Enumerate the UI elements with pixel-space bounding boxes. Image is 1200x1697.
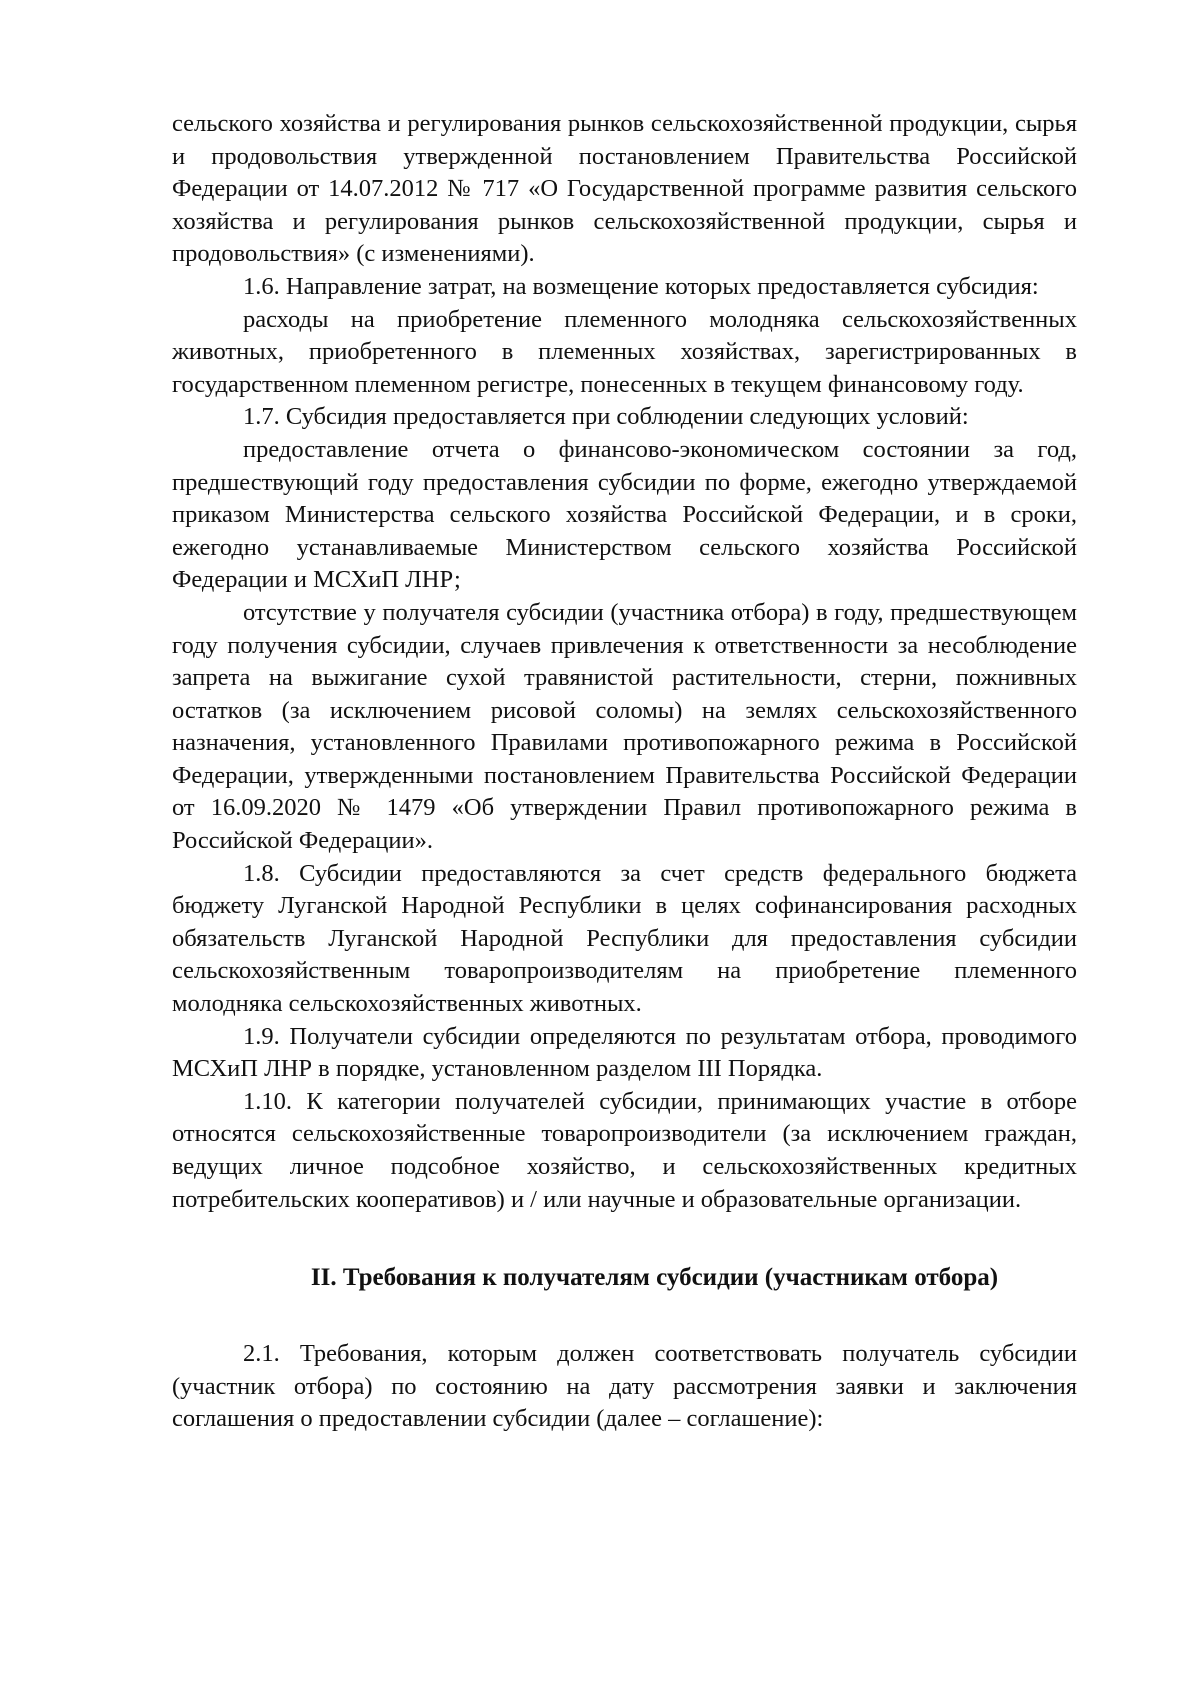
paragraph-1-7-absence: отсутствие у получателя субсидии (участника отбора) в году, предшествующем году получения субсидии, случаев привлечения к ответственности за несоблюдение запрета на выжигание сухой травянистой растительности, стерни, пожнивных остатков (за исключением рисовой соломы) на землях сельскохозяйственного назначения, установленного Правилами противопожарного режима в Российской Федерации, утвержденными постановлением Правительства Российской Федерации от 16.09.2020 № 1479 «Об утверждении Правил противопожарного режима в Российской Федерации». bbox=[172, 598, 1077, 855]
document-page bbox=[172, 108, 1077, 1436]
paragraph-1-7-report: предоставление отчета о финансово-экономическом состоянии за год, предшествующий году предоставления субсидии по форме, ежегодно утверждаемой приказом Министерства сельского хозяйства Российской Федерации, и в сроки, ежегодно устанавливаемые Министерством сельского хозяйства Российской Федерации и МСХиП ЛНР; bbox=[172, 435, 1077, 594]
paragraph-continuation: сельского хозяйства и регулирования рынков сельскохозяйственной продукции, сырья и продовольствия утвержденной постановлением Правительства Российской Федерации от 14.07.2012 № 717 «О Государственной программе развития сельского хозяйства и регулирования рынков сельскохозяйственной продукции, сырья и продовольствия» (с изменениями). bbox=[172, 110, 1077, 268]
paragraph-1-9: 1.9. Получатели субсидии определяются по результатам отбора, проводимого МСХиП ЛНР в порядке, установленном разделом III Порядка. bbox=[172, 1022, 1077, 1083]
paragraph-1-10: 1.10. К категории получателей субсидии, принимающих участие в отборе относятся сельскохозяйственные товаропроизводители (за исключением граждан, ведущих личное подсобное хозяйство, и сельскохозяйственных кредитных потребительских кооперативов) и / или научные и образовательные организации. bbox=[172, 1087, 1077, 1213]
paragraph-1-6: 1.6. Направление затрат, на возмещение которых предоставляется субсидия: bbox=[243, 272, 1039, 300]
paragraph-2-1: 2.1. Требования, которым должен соответствовать получатель субсидии (участник отбора) по состоянию на дату рассмотрения заявки и заключения соглашения о предоставлении субсидии (далее – соглашение): bbox=[172, 1340, 1077, 1433]
paragraph-1-6-expenses: расходы на приобретение племенного молодняка сельскохозяйственных животных, приобретенного в племенных хозяйствах, зарегистрированных в государственном племенном регистре, понесенных в текущем финансовому году. bbox=[172, 305, 1077, 398]
section-2-heading: II. Требования к получателям субсидии (участникам отбора) bbox=[310, 1264, 999, 1292]
paragraph-1-8: 1.8. Субсидии предоставляются за счет средств федерального бюджета бюджету Луганской Народной Республики в целях софинансирования расходных обязательств Луганской Народной Республики для предоставления субсидии сельскохозяйственным товаропроизводителям на приобретение племенного молодняка сельскохозяйственных животных. bbox=[172, 859, 1077, 1018]
paragraph-1-7: 1.7. Субсидия предоставляется при соблюдении следующих условий: bbox=[243, 403, 969, 431]
